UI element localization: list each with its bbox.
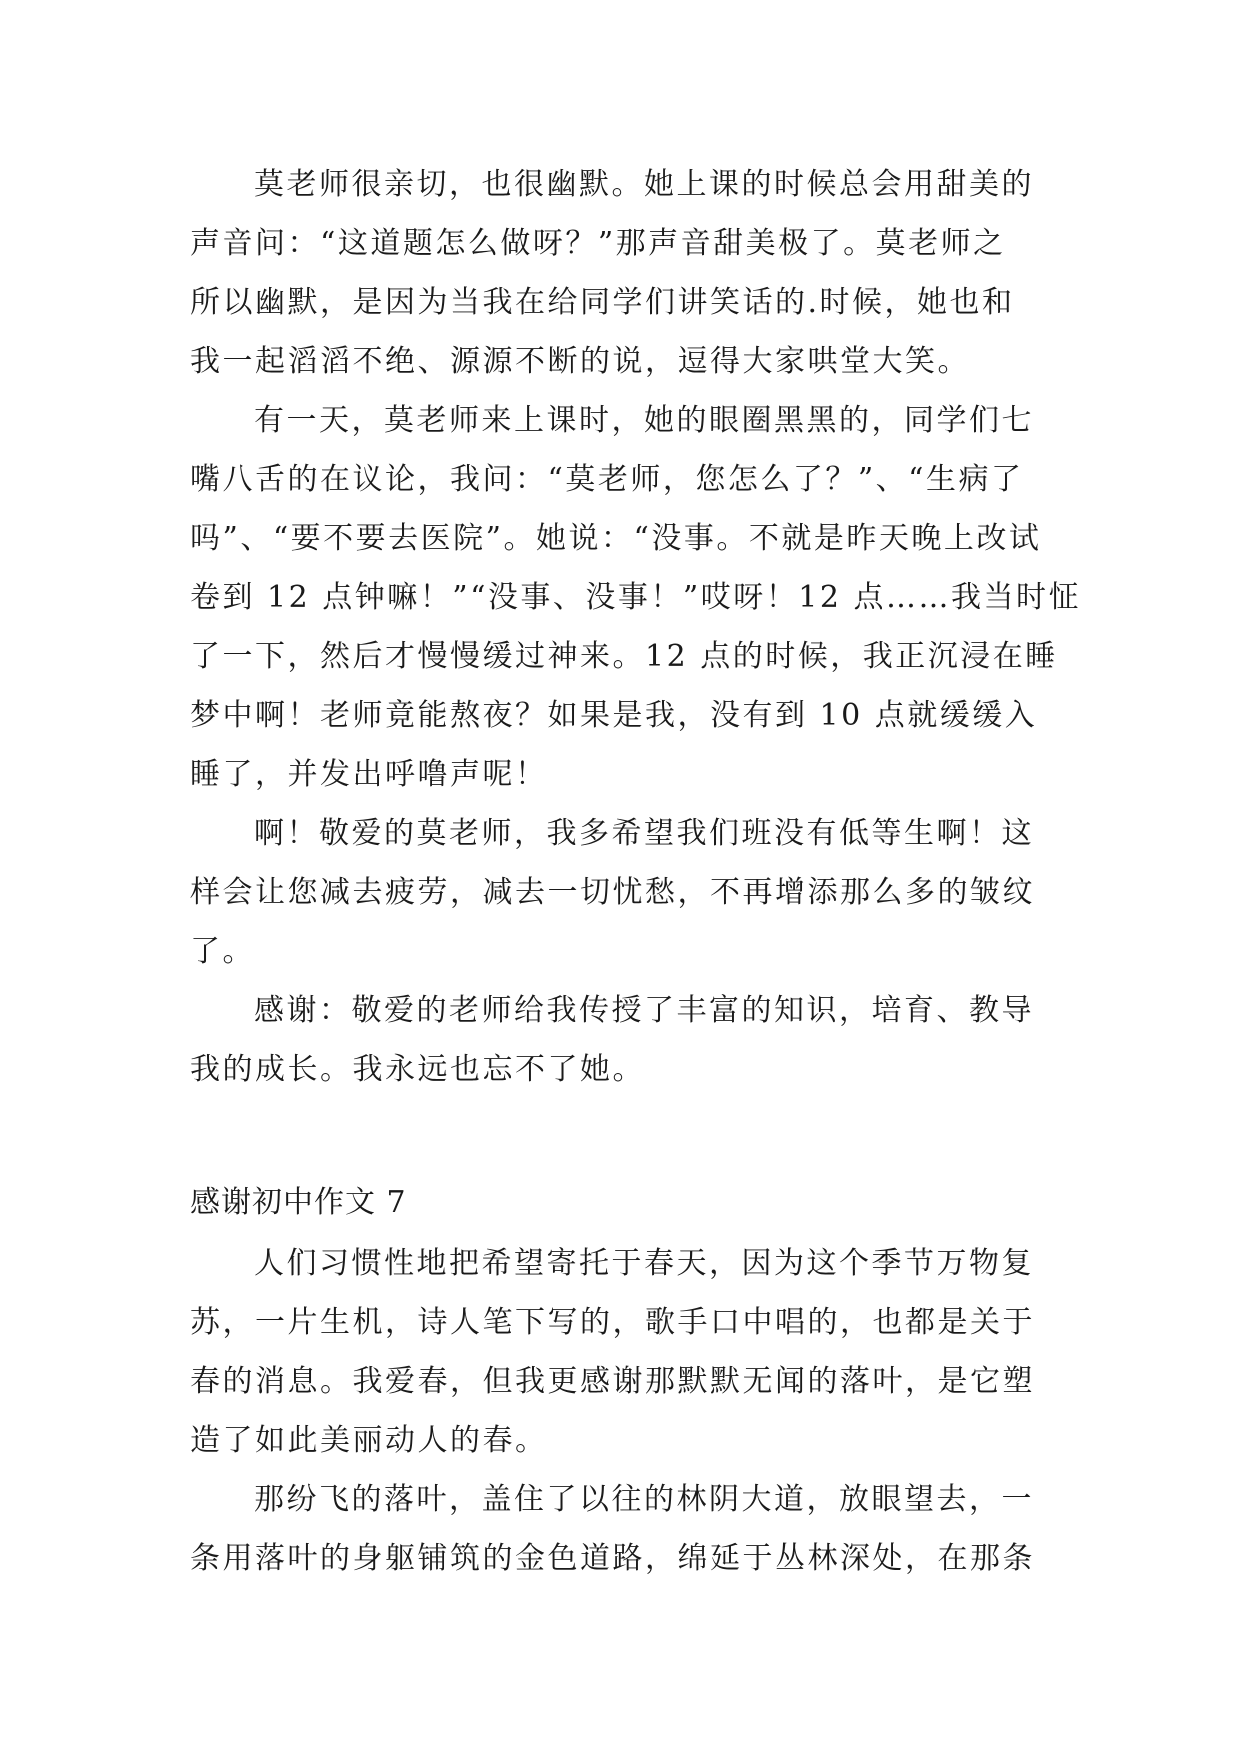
- text-line: 嘴八舌的在议论，我问：“莫老师，您怎么了？”、“生病了: [190, 462, 1024, 497]
- paragraph: [190, 804, 1052, 981]
- text-line: 苏，一片生机，诗人笔下写的，歌手口中唱的，也都是关于: [190, 1305, 1035, 1340]
- section-title: 感谢初中作文 7: [190, 1185, 407, 1220]
- text-line: 那纷飞的落叶，盖住了以往的林阴大道，放眼望去，一: [254, 1482, 1034, 1517]
- text-line: 所以幽默，是因为当我在给同学们讲笑话的.时候，她也和: [190, 285, 1015, 320]
- section-spacer: [190, 1099, 1052, 1172]
- text-line: 梦中啊！老师竟能熬夜？如果是我，没有到 10 点就缓缓入: [190, 698, 1038, 733]
- paragraph: [190, 1234, 1052, 1470]
- text-line: 造了如此美丽动人的春。: [190, 1423, 548, 1458]
- text-line: 感谢：敬爱的老师给我传授了丰富的知识，培育、教导: [254, 993, 1034, 1028]
- text-line: 了。: [190, 934, 255, 969]
- paragraph: [190, 1470, 1052, 1588]
- paragraph: [190, 981, 1052, 1099]
- text-line: 春的消息。我爱春，但我更感谢那默默无闻的落叶，是它塑: [190, 1364, 1035, 1399]
- text-line: 睡了，并发出呼噜声呢！: [190, 757, 548, 792]
- paragraph: [190, 391, 1081, 804]
- paragraph: [190, 155, 1052, 391]
- text-line: 吗”、“要不要去医院”。她说：“没事。不就是昨天晚上改试: [190, 521, 1042, 556]
- text-line: 莫老师很亲切，也很幽默。她上课的时候总会用甜美的: [254, 167, 1034, 202]
- text-line: 人们习惯性地把希望寄托于春天，因为这个季节万物复: [254, 1246, 1034, 1281]
- text-line: 条用落叶的身躯铺筑的金色道路，绵延于丛林深处，在那条: [190, 1541, 1035, 1576]
- text-line: 声音问：“这道题怎么做呀？”那声音甜美极了。莫老师之: [190, 226, 1006, 261]
- text-line: 样会让您减去疲劳，减去一切忧愁，不再增添那么多的皱纹: [190, 875, 1035, 910]
- text-line: 我的成长。我永远也忘不了她。: [190, 1052, 645, 1087]
- document-body: [190, 155, 1081, 1588]
- text-line: 我一起滔滔不绝、源源不断的说，逗得大家哄堂大笑。: [190, 344, 970, 379]
- text-line: 了一下，然后才慢慢缓过神来。12 点的时候，我正沉浸在睡: [190, 639, 1058, 674]
- text-line: 有一天，莫老师来上课时，她的眼圈黑黑的，同学们七: [254, 403, 1034, 438]
- text-line: 卷到 12 点钟嘛！”“没事、没事！”哎呀！12 点……我当时怔: [190, 580, 1081, 615]
- text-line: 啊！敬爱的莫老师，我多希望我们班没有低等生啊！这: [254, 816, 1034, 851]
